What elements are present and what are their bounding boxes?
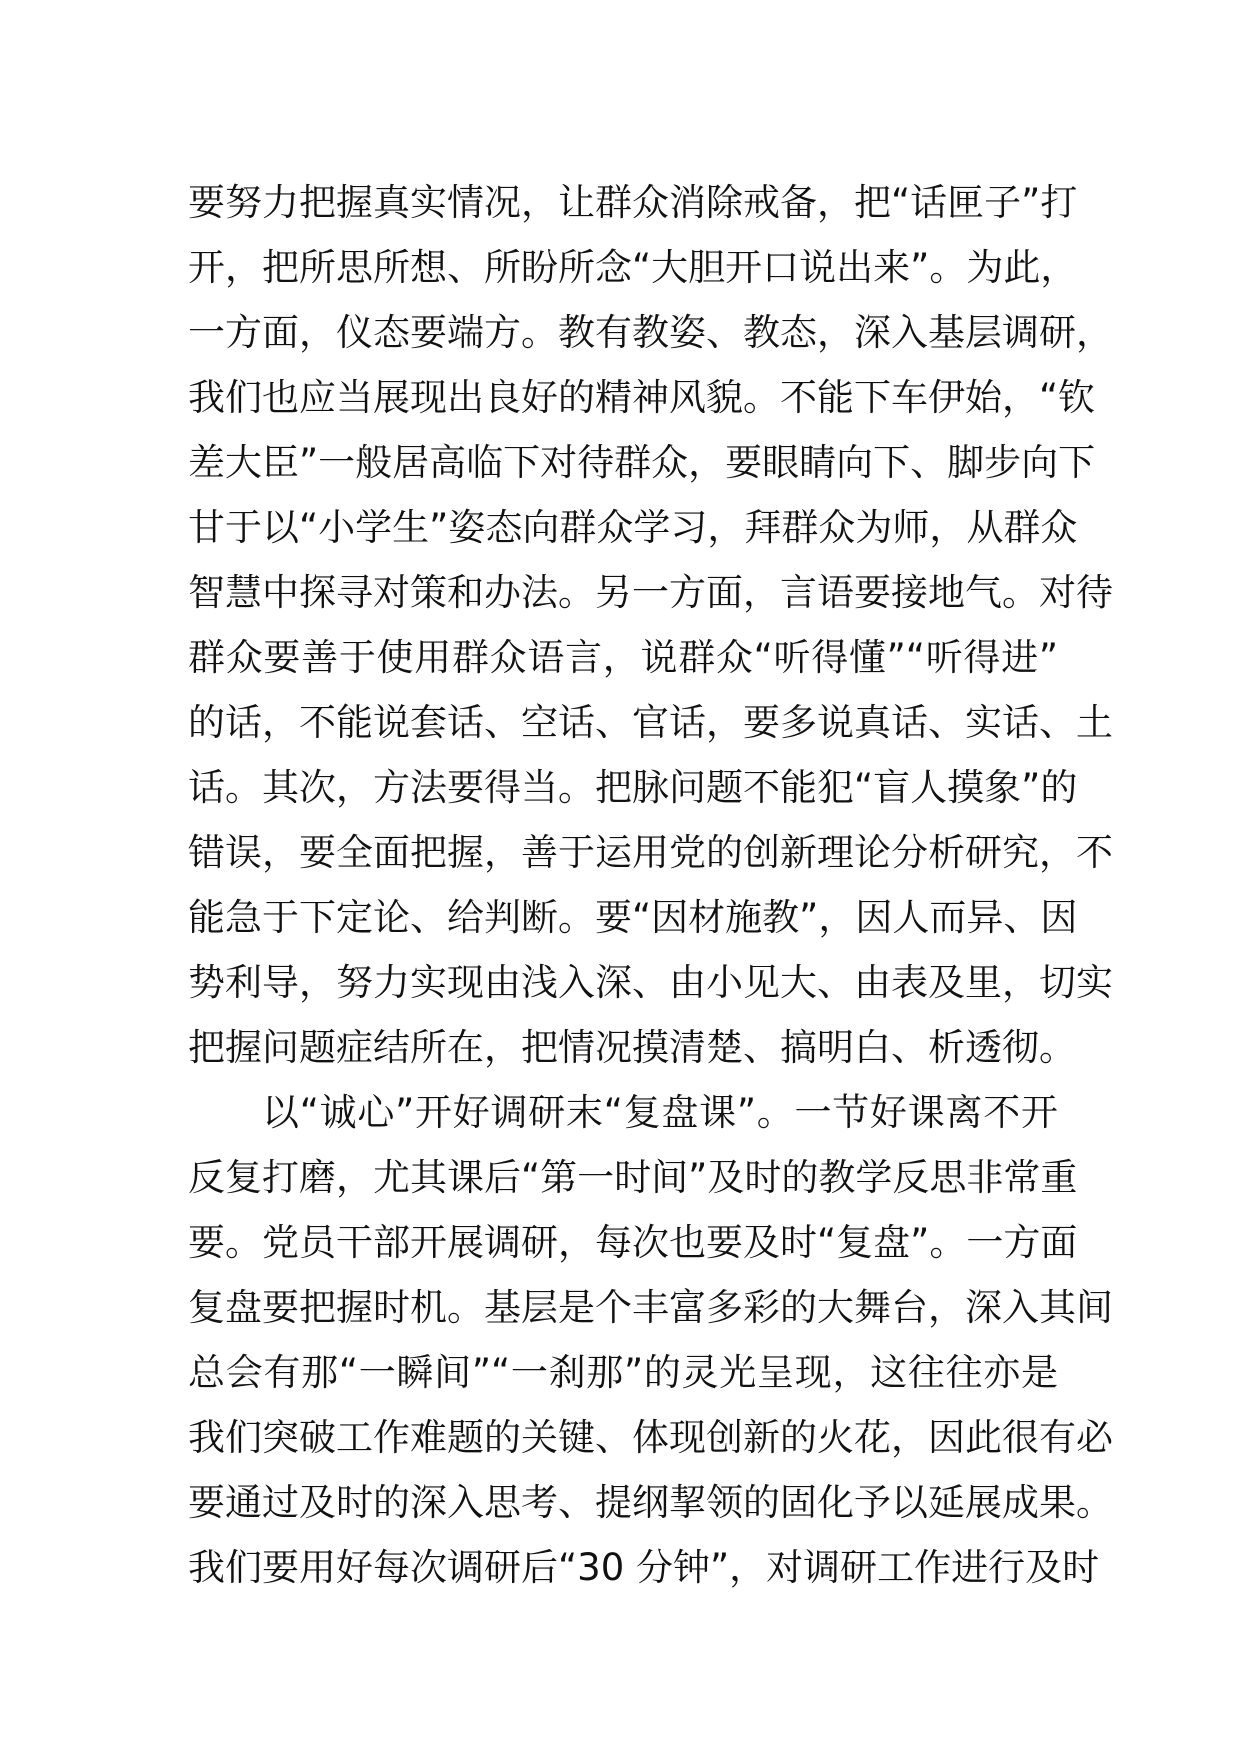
text-line: 总会有那“一瞬间”“一刹那”的灵光呈现，这往往亦是 bbox=[188, 1351, 1058, 1394]
text-line: 我们突破工作难题的关键、体现创新的火花，因此很有必 bbox=[188, 1416, 1113, 1459]
text-line: 的话，不能说套话、空话、官话，要多说真话、实话、土 bbox=[188, 701, 1113, 744]
body-text bbox=[188, 170, 1113, 1600]
text-line: 要。党员干部开展调研，每次也要及时“复盘”。一方面 bbox=[188, 1221, 1078, 1264]
text-line: 开，把所思所想、所盼所念“大胆开口说出来”。为此， bbox=[188, 246, 1078, 289]
text-line: 一方面，仪态要端方。教有教姿、教态，深入基层调研， bbox=[188, 311, 1113, 354]
text-line: 话。其次，方法要得当。把脉问题不能犯“盲人摸象”的 bbox=[188, 766, 1078, 809]
text-line: 智慧中探寻对策和办法。另一方面，言语要接地气。对待 bbox=[188, 571, 1113, 614]
text-line: 差大臣”一般居高临下对待群众，要眼睛向下、脚步向下 bbox=[188, 441, 1096, 484]
text-line: 把握问题症结所在，把情况摸清楚、搞明白、析透彻。 bbox=[188, 1026, 1076, 1069]
text-line: 复盘要把握时机。基层是个丰富多彩的大舞台，深入其间 bbox=[188, 1286, 1113, 1329]
text-line: 甘于以“小学生”姿态向群众学习，拜群众为师，从群众 bbox=[188, 506, 1078, 549]
text-line: 能急于下定论、给判断。要“因材施教”，因人而异、因 bbox=[188, 896, 1078, 939]
text-line: 要努力把握真实情况，让群众消除戒备，把“话匣子”打 bbox=[188, 181, 1078, 224]
text-line: 错误，要全面把握，善于运用党的创新理论分析研究，不 bbox=[188, 831, 1113, 874]
text-line: 反复打磨，尤其课后“第一时间”及时的教学反思非常重 bbox=[188, 1156, 1078, 1199]
paragraph-heading-line: 以“诚心”开好调研末“复盘课”。一节好课离不开 bbox=[262, 1091, 1058, 1134]
text-line: 我们要用好每次调研后“30 分钟”，对调研工作进行及时 bbox=[188, 1546, 1100, 1589]
text-line: 势利导，努力实现由浅入深、由小见大、由表及里，切实 bbox=[188, 961, 1113, 1004]
text-line: 要通过及时的深入思考、提纲挈领的固化予以延展成果。 bbox=[188, 1481, 1113, 1524]
text-line: 群众要善于使用群众语言，说群众“听得懂”“听得进” bbox=[188, 636, 1058, 679]
text-line: 我们也应当展现出良好的精神风貌。不能下车伊始，“钦 bbox=[188, 376, 1096, 419]
